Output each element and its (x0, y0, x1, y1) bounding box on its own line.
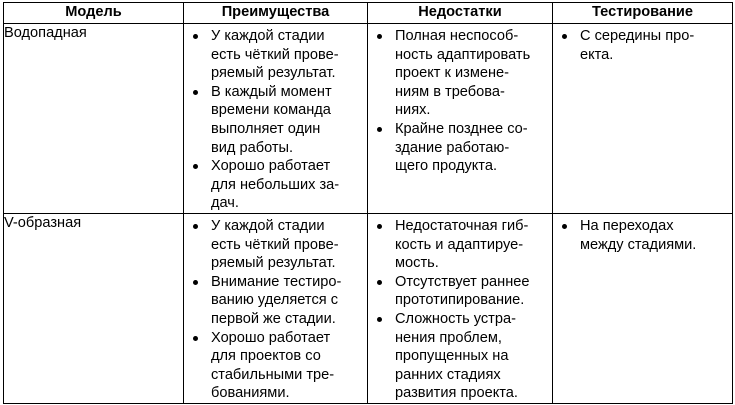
bullet-line: проект к измене- (395, 65, 510, 82)
bullet-line: выполняет один (211, 120, 321, 137)
bullet-line: На переходах (580, 217, 674, 234)
bullet-line: У каждой стадии (211, 217, 325, 234)
header-row (4, 3, 733, 24)
bullet-item (184, 329, 363, 403)
bullet-line: между стадиями. (580, 236, 697, 253)
testing-cell (553, 213, 733, 403)
bullet-item (184, 273, 363, 329)
bullet-line: ряемый результат. (211, 65, 336, 82)
bullet-line: екта. (580, 46, 614, 63)
advantages-list (184, 214, 367, 403)
bullet-item (368, 27, 548, 120)
model-name-cell: V-образная (4, 213, 184, 403)
bullet-line: развития проекта. (395, 385, 518, 402)
bullet-line: для проектов со (211, 348, 321, 365)
bullet-line: кость и адаптируе- (395, 236, 524, 253)
bullet-item (553, 217, 728, 254)
bullet-line: ряемый результат. (211, 255, 336, 272)
bullet-line: Отсутствует раннее (395, 273, 530, 290)
models-comparison-table (3, 2, 733, 404)
bullet-line: У каждой стадии (211, 28, 325, 44)
disadvantages-cell (368, 213, 553, 403)
bullet-line: ванию уделяется с (211, 292, 338, 309)
bullet-item (368, 310, 548, 403)
header-model: Модель (4, 3, 184, 24)
testing-list (553, 214, 732, 254)
bullet-item (368, 273, 548, 310)
bullet-item (184, 157, 363, 213)
bullet-item (184, 217, 363, 273)
disadvantages-list (368, 214, 552, 403)
bullet-line: есть чёткий прове- (211, 236, 339, 253)
bullet-line: вид работы. (211, 139, 294, 156)
bullet-line: Сложность устра- (395, 310, 516, 327)
disadvantages-cell (368, 24, 553, 214)
disadvantages-list (368, 24, 552, 176)
bullet-line: ниям в требова- (395, 83, 505, 100)
bullet-line: С середины про- (580, 28, 695, 44)
bullet-line: Недостаточная гиб- (395, 217, 529, 234)
bullet-line: мость. (395, 255, 439, 272)
advantages-list (184, 24, 367, 213)
testing-list (553, 24, 732, 64)
bullet-line: Полная неспособ- (395, 28, 519, 44)
bullet-item (184, 27, 363, 83)
header-disadvantages: Недостатки (368, 3, 553, 24)
model-name-cell: Водопадная (4, 24, 184, 214)
bullet-line: прототипирование. (395, 292, 525, 309)
bullet-line: дач. (211, 195, 239, 212)
bullet-line: нения проблем, (395, 329, 502, 346)
header-testing: Тестирование (553, 3, 733, 24)
bullet-line: для небольших за- (211, 176, 340, 193)
bullet-line: Крайне позднее со- (395, 120, 528, 137)
bullet-line: Внимание тестиро- (211, 273, 342, 290)
bullet-line: Хорошо работает (211, 329, 331, 346)
bullet-line: щего продукта. (395, 158, 497, 175)
bullet-line: времени команда (211, 102, 331, 119)
bullet-item (553, 27, 728, 64)
bullet-line: есть чёткий прове- (211, 46, 339, 63)
table-row-v-model (4, 213, 733, 403)
testing-cell (553, 24, 733, 214)
header-advantages: Преимущества (184, 3, 368, 24)
bullet-line: Хорошо работает (211, 158, 331, 175)
bullet-line: ность адаптировать (395, 46, 531, 63)
bullet-line: первой же стадии. (211, 310, 336, 327)
bullet-line: здание работаю- (395, 139, 510, 156)
table-row-waterfall (4, 24, 733, 214)
bullet-item (184, 83, 363, 157)
bullet-line: ниях. (395, 102, 431, 119)
advantages-cell (184, 24, 368, 214)
bullet-line: пропущенных на (395, 348, 509, 365)
bullet-line: ранних стадиях (395, 366, 501, 383)
advantages-cell (184, 213, 368, 403)
bullet-line: стабильными тре- (211, 366, 335, 383)
bullet-item (368, 217, 548, 273)
bullet-item (368, 120, 548, 176)
bullet-line: бованиями. (211, 385, 290, 402)
bullet-line: В каждый момент (211, 83, 332, 100)
